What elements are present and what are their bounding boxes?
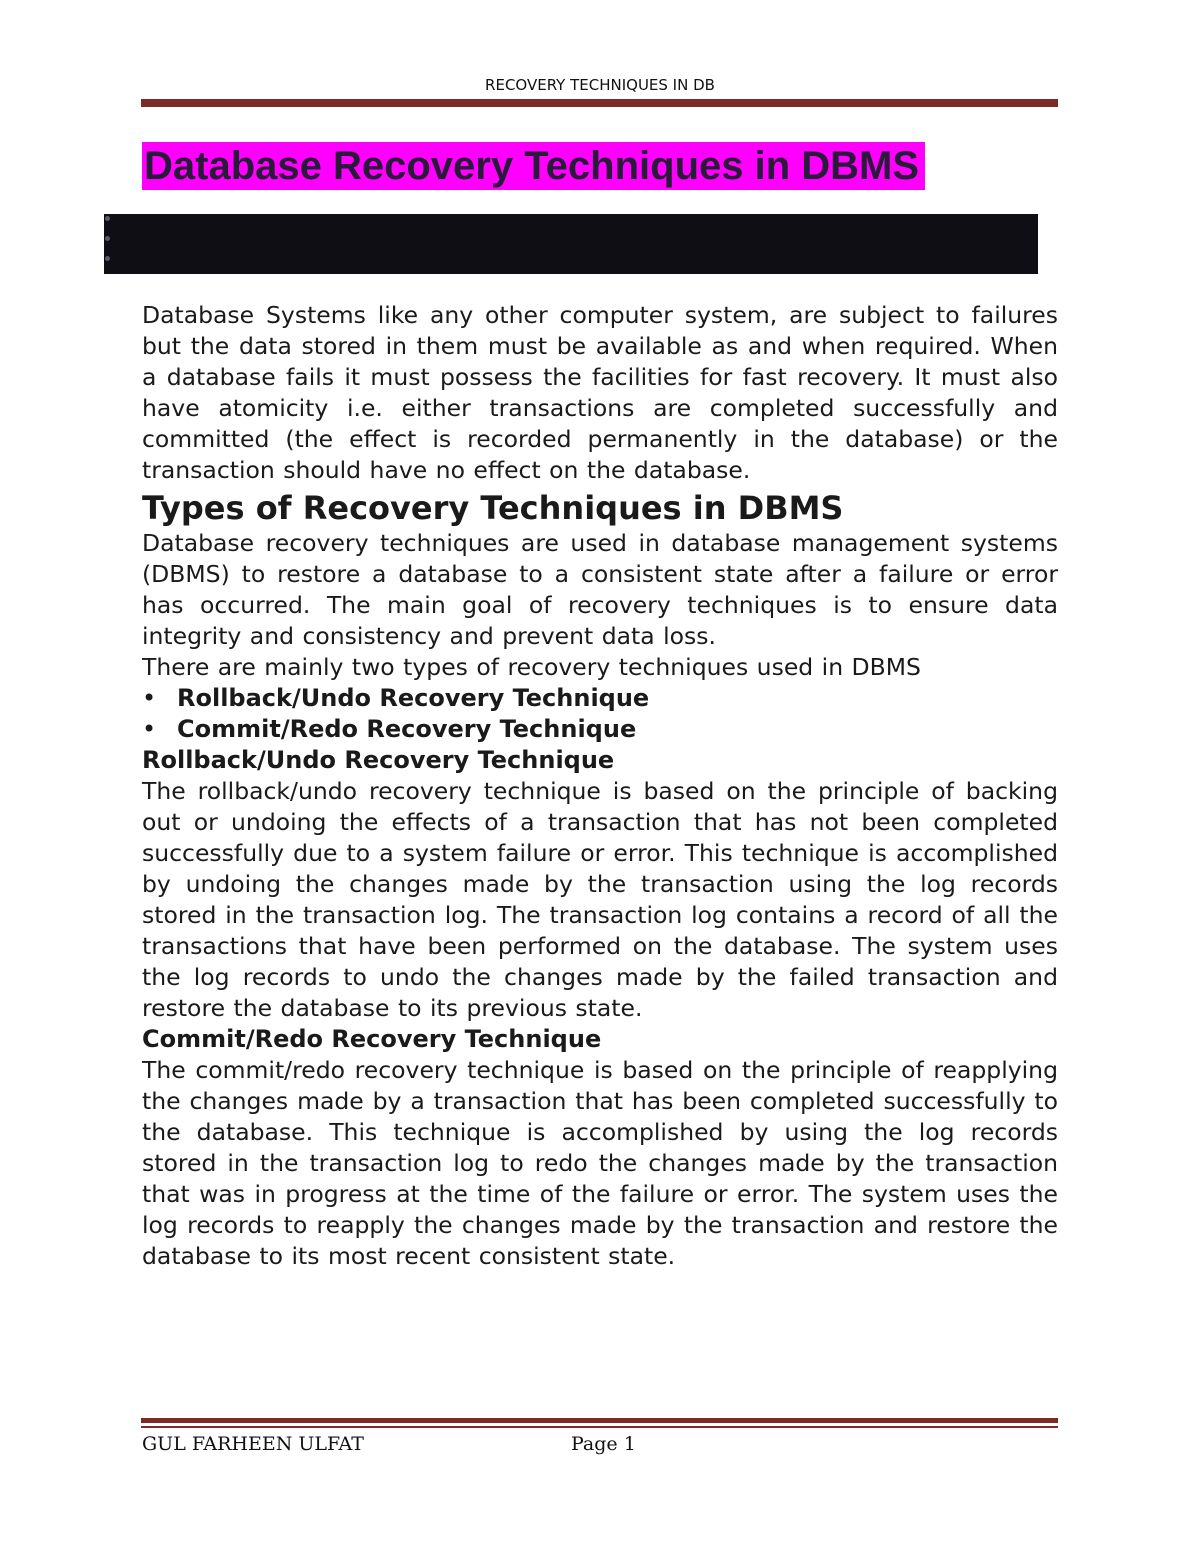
types-heading: Types of Recovery Techniques in DBMS	[142, 489, 844, 527]
banner-bullet-marks	[105, 216, 111, 276]
footer-rule-thick	[141, 1418, 1058, 1423]
types-lead-in: There are mainly two types of recovery techniques used in DBMS	[142, 653, 921, 681]
footer-rule-thin	[141, 1426, 1058, 1428]
bullet-icon: •	[142, 684, 157, 712]
bullet-icon: •	[142, 715, 157, 743]
document-body	[142, 300, 1058, 1272]
rollback-heading: Rollback/Undo Recovery Technique	[142, 746, 615, 774]
list-item-label: Commit/Redo Recovery Technique	[177, 715, 637, 743]
banner-dot	[105, 256, 110, 261]
commit-paragraph: The commit/redo recovery technique is based on the principle of reapplying the changes made by a transaction that has been completed successfully to the database. This technique is accomplished by using the log records stored in the transaction log to redo the changes made by the transaction that was in progress at the time of the failure or error. The system uses the log records to reapply the changes made by the transaction and restore the database to its most recent consistent state.	[142, 1056, 1058, 1270]
types-paragraph: Database recovery techniques are used in database management systems (DBMS) to restore a database to a consistent state after a failure or error has occurred. The main goal of recovery techniques is to ensure data integrity and consistency and prevent data loss.	[142, 529, 1058, 650]
list-item	[142, 714, 1058, 745]
banner-dot	[105, 216, 110, 221]
footer-page-number: Page 1	[571, 1433, 636, 1455]
document-title: Database Recovery Techniques in DBMS	[142, 142, 925, 190]
list-item	[142, 683, 1058, 714]
intro-paragraph: Database Systems like any other computer system, are subject to failures but the data stored in them must be available as and when required. When a database fails it must possess the facilities for fast recovery. It must also have atomicity i.e. either transactions are completed successfully and committed (the effect is recorded permanently in the database) or the transaction should have no effect on the database.	[142, 301, 1058, 484]
footer-author: GUL FARHEEN ULFAT	[142, 1433, 364, 1455]
running-header: RECOVERY TECHNIQUES IN DB	[485, 76, 715, 94]
rollback-paragraph: The rollback/undo recovery technique is based on the principle of backing out or undoing the effects of a transaction that has not been completed successfully due to a system failure or error. This technique is accomplished by undoing the changes made by the transaction using the log records stored in the transaction log. The transaction log contains a record of all the transactions that have been performed on the database. The system uses the log records to undo the changes made by the failed transaction and restore the database to its previous state.	[142, 777, 1058, 1022]
commit-heading: Commit/Redo Recovery Technique	[142, 1025, 602, 1053]
list-item-label: Rollback/Undo Recovery Technique	[177, 684, 650, 712]
banner-dot	[105, 236, 110, 241]
black-banner	[104, 214, 1038, 274]
header-rule	[141, 99, 1058, 107]
technique-list	[142, 683, 1058, 745]
